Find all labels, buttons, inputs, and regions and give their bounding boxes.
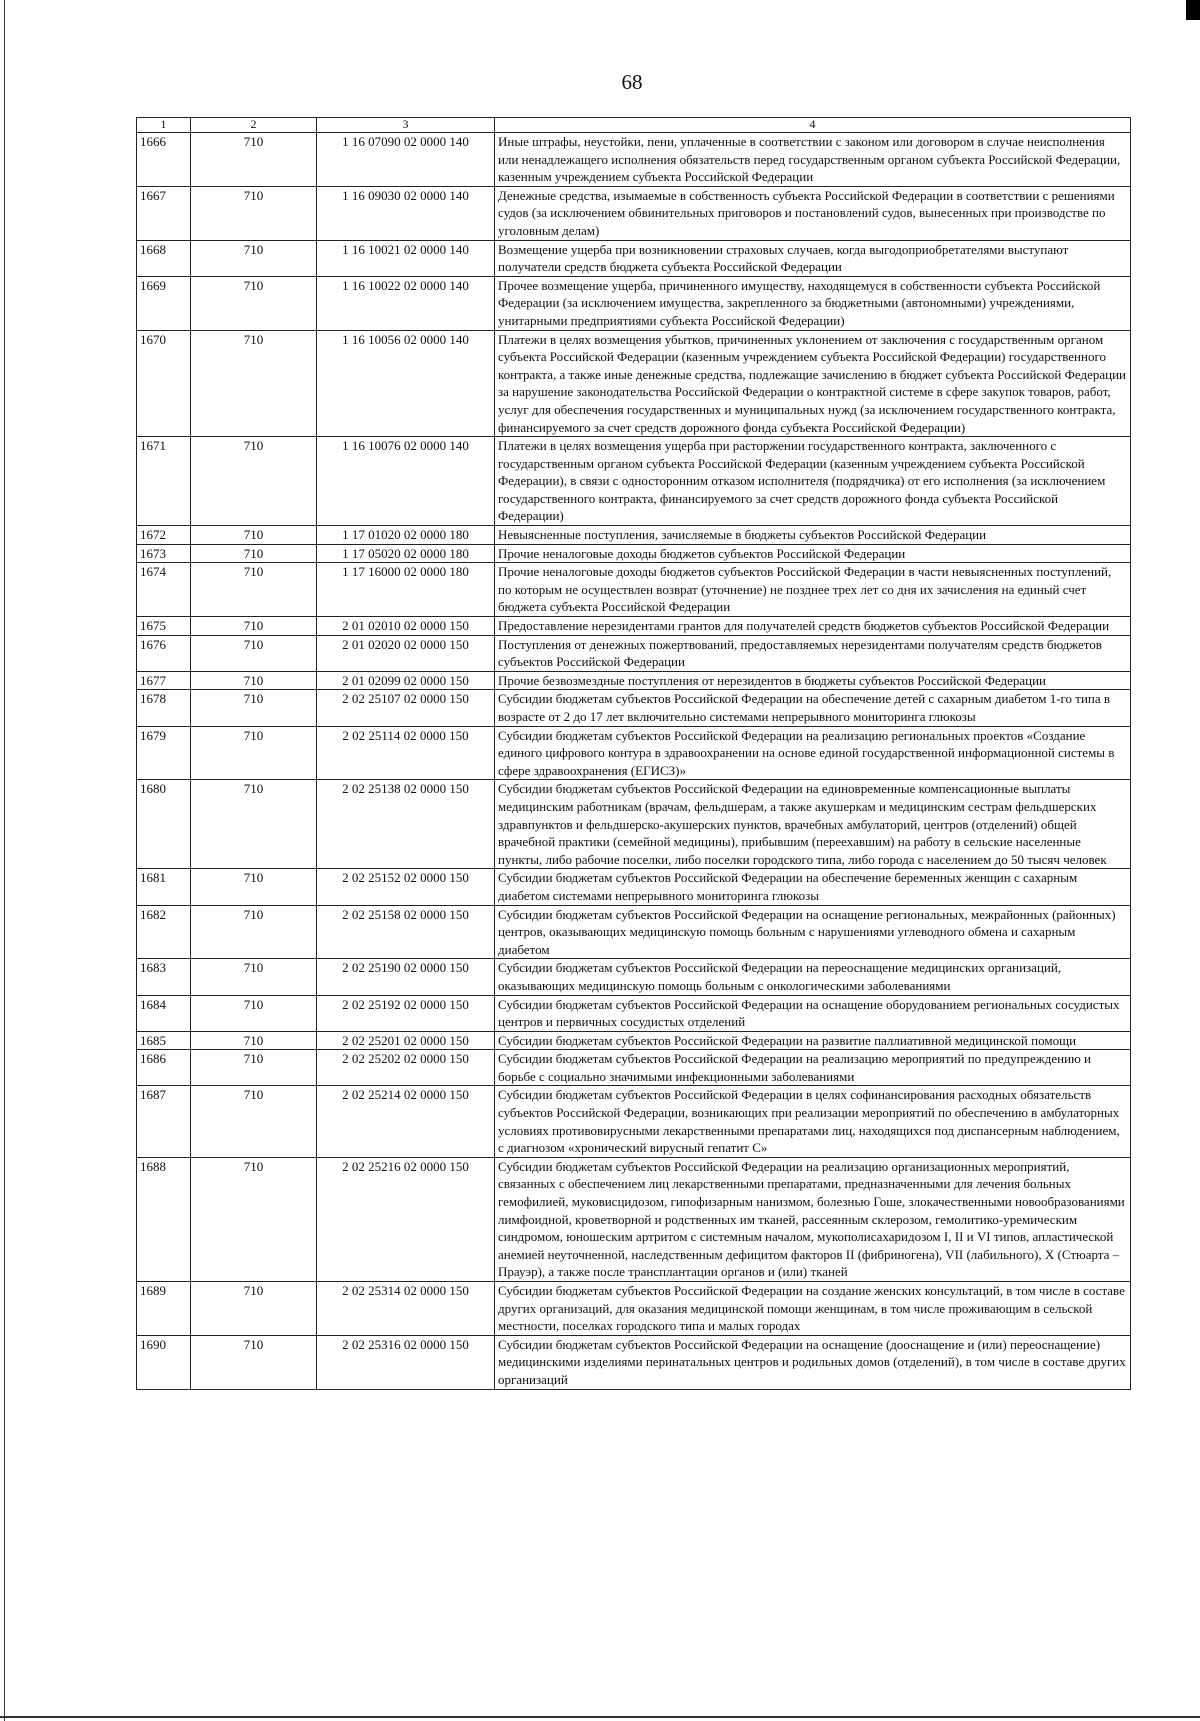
revenue-name: Субсидии бюджетам субъектов Российской Федерации на реализацию мероприятий по предупреждению и борьбе с социально значимыми инфекционными заболеваниями: [495, 1050, 1131, 1086]
admin-code: 710: [191, 780, 317, 869]
admin-code: 710: [191, 240, 317, 276]
table-row: [137, 869, 1131, 905]
budget-code: 1 16 10021 02 0000 140: [317, 240, 495, 276]
table-row: [137, 544, 1131, 563]
table-row: [137, 330, 1131, 437]
row-number: 1684: [137, 995, 191, 1031]
table-row: [137, 671, 1131, 690]
table-row: [137, 1050, 1131, 1086]
admin-code: 710: [191, 1050, 317, 1086]
table-row: [137, 617, 1131, 636]
revenue-name: Платежи в целях возмещения ущерба при расторжении государственного контракта, заключенного с государственным органом субъекта Российской Федерации (казенным учреждением субъекта Российской Федерации), в связи с односторонним отказом исполнителя (подрядчика) от его исполнения (за исключением государственного контракта, финансируемого за счет средств дорожного фонда субъекта Российской Федерации): [495, 437, 1131, 526]
admin-code: 710: [191, 1282, 317, 1336]
row-number: 1668: [137, 240, 191, 276]
revenue-name: Субсидии бюджетам субъектов Российской Федерации на обеспечение детей с сахарным диабетом 1-го типа в возрасте от 2 до 17 лет включительно системами непрерывного мониторинга глюкозы: [495, 690, 1131, 726]
row-number: 1690: [137, 1335, 191, 1389]
revenue-name: Субсидии бюджетам субъектов Российской Федерации на оснащение региональных, межрайонных (районных) центров, оказывающих медицинскую помощь больным с нарушениями углеводного обмена и сахарным диабетом: [495, 905, 1131, 959]
row-number: 1680: [137, 780, 191, 869]
table-row: [137, 780, 1131, 869]
admin-code: 710: [191, 671, 317, 690]
table-row: [137, 276, 1131, 330]
revenue-name: Платежи в целях возмещения убытков, причиненных уклонением от заключения с государственным органом субъекта Российской Федерации (казенным учреждением субъекта Российской Федерации) государственного контракта, а также иные денежные средства, подлежащие зачислению в бюджет субъекта Российской Федерации за нарушение законодательства Российской Федерации о контрактной системе в сфере закупок товаров, работ, услуг для обеспечения государственных и муниципальных нужд (за исключением государственного контракта, финансируемого за счет средств дорожного фонда субъекта Российской Федерации): [495, 330, 1131, 437]
table-row: [137, 186, 1131, 240]
table-row: [137, 690, 1131, 726]
table-row: [137, 240, 1131, 276]
revenue-name: Субсидии бюджетам субъектов Российской Федерации на обеспечение беременных женщин с сахарным диабетом системами непрерывного мониторинга глюкозы: [495, 869, 1131, 905]
budget-code: 2 01 02099 02 0000 150: [317, 671, 495, 690]
budget-code: 1 16 10056 02 0000 140: [317, 330, 495, 437]
budget-code: 1 16 07090 02 0000 140: [317, 133, 495, 187]
admin-code: 710: [191, 1157, 317, 1281]
row-number: 1669: [137, 276, 191, 330]
revenue-name: Денежные средства, изымаемые в собственность субъекта Российской Федерации в соответствии с решениями судов (за исключением обвинительных приговоров и постановлений судов, вынесенных при производстве по уголовным делам): [495, 186, 1131, 240]
revenue-name: Возмещение ущерба при возникновении страховых случаев, когда выгодоприобретателями выступают получатели средств бюджета субъекта Российской Федерации: [495, 240, 1131, 276]
admin-code: 710: [191, 544, 317, 563]
budget-code: 2 02 25216 02 0000 150: [317, 1157, 495, 1281]
budget-code: 2 02 25114 02 0000 150: [317, 726, 495, 780]
revenue-name: Иные штрафы, неустойки, пени, уплаченные в соответствии с законом или договором в случае неисполнения или ненадлежащего исполнения обязательств перед государственным органом субъекта Российской Федерации, казенным учреждением субъекта Российской Федерации: [495, 133, 1131, 187]
revenue-name: Предоставление нерезидентами грантов для получателей средств бюджетов субъектов Российской Федерации: [495, 617, 1131, 636]
table-row: [137, 726, 1131, 780]
column-header-4: 4: [495, 118, 1131, 133]
admin-code: 710: [191, 133, 317, 187]
table-row: [137, 995, 1131, 1031]
revenue-name: Субсидии бюджетам субъектов Российской Федерации на создание женских консультаций, в том числе в составе других организаций, для оказания медицинской помощи женщинам, в том числе проживающим в сельской местности, поселках городского типа и малых городах: [495, 1282, 1131, 1336]
table-row: [137, 635, 1131, 671]
admin-code: 710: [191, 995, 317, 1031]
row-number: 1679: [137, 726, 191, 780]
row-number: 1689: [137, 1282, 191, 1336]
budget-code: 2 01 02010 02 0000 150: [317, 617, 495, 636]
admin-code: 710: [191, 276, 317, 330]
scan-border-left: [4, 0, 5, 1721]
budget-code: 1 17 05020 02 0000 180: [317, 544, 495, 563]
admin-code: 710: [191, 1086, 317, 1157]
scan-border-bottom: [0, 1716, 1200, 1718]
revenue-name: Субсидии бюджетам субъектов Российской Федерации на переоснащение медицинских организаций, оказывающих медицинскую помощь больным с онкологическими заболеваниями: [495, 959, 1131, 995]
budget-code: 2 02 25152 02 0000 150: [317, 869, 495, 905]
revenue-name: Прочее возмещение ущерба, причиненного имуществу, находящемуся в собственности субъекта Российской Федерации (за исключением имущества, закрепленного за бюджетными (автономными) учреждениями, унитарными предприятиями субъекта Российской Федерации): [495, 276, 1131, 330]
admin-code: 710: [191, 1335, 317, 1389]
budget-code: 1 16 10022 02 0000 140: [317, 276, 495, 330]
page-number: 68: [621, 70, 643, 94]
row-number: 1676: [137, 635, 191, 671]
row-number: 1683: [137, 959, 191, 995]
admin-code: 710: [191, 1031, 317, 1050]
table-body: [137, 133, 1131, 1390]
revenue-name: Поступления от денежных пожертвований, предоставляемых нерезидентами получателям средств бюджетов субъектов Российской Федерации: [495, 635, 1131, 671]
row-number: 1671: [137, 437, 191, 526]
column-header-3: 3: [317, 118, 495, 133]
admin-code: 710: [191, 905, 317, 959]
revenue-name: Субсидии бюджетам субъектов Российской Федерации на развитие паллиативной медицинской помощи: [495, 1031, 1131, 1050]
row-number: 1674: [137, 563, 191, 617]
admin-code: 710: [191, 690, 317, 726]
budget-code: 1 17 01020 02 0000 180: [317, 526, 495, 545]
table-row: [137, 563, 1131, 617]
admin-code: 710: [191, 563, 317, 617]
budget-code: 2 02 25192 02 0000 150: [317, 995, 495, 1031]
table-row: [137, 1282, 1131, 1336]
table-row: [137, 1086, 1131, 1157]
table-row: [137, 1335, 1131, 1389]
column-header-1: 1: [137, 118, 191, 133]
row-number: 1672: [137, 526, 191, 545]
row-number: 1670: [137, 330, 191, 437]
row-number: 1673: [137, 544, 191, 563]
header-row: [137, 118, 1131, 133]
admin-code: 710: [191, 617, 317, 636]
admin-code: 710: [191, 959, 317, 995]
revenue-name: Субсидии бюджетам субъектов Российской Федерации на реализацию организационных мероприятий, связанных с обеспечением лиц лекарственными препаратами, предназначенными для лечения больных гемофилией, муковисцидозом, гипофизарным нанизмом, болезнью Гоше, злокачественными новообразованиями лимфоидной, кроветворной и родственных им тканей, рассеянным склерозом, гемолитико-уремическим синдромом, юношеским артритом с системным началом, мукополисахаридозом I, II и VI типов, апластической анемией неуточненной, наследственным дефицитом факторов II (фибриногена), VII (лабильного), X (Стюарта – Прауэр), а также после трансплантации органов и (или) тканей: [495, 1157, 1131, 1281]
budget-code: 2 02 25314 02 0000 150: [317, 1282, 495, 1336]
row-number: 1666: [137, 133, 191, 187]
table-row: [137, 526, 1131, 545]
budget-code: 2 02 25158 02 0000 150: [317, 905, 495, 959]
row-number: 1687: [137, 1086, 191, 1157]
row-number: 1685: [137, 1031, 191, 1050]
admin-code: 710: [191, 726, 317, 780]
revenue-name: Невыясненные поступления, зачисляемые в бюджеты субъектов Российской Федерации: [495, 526, 1131, 545]
admin-code: 710: [191, 635, 317, 671]
budget-code: 2 02 25316 02 0000 150: [317, 1335, 495, 1389]
table-row: [137, 437, 1131, 526]
revenue-name: Прочие неналоговые доходы бюджетов субъектов Российской Федерации в части невыясненных поступлений, по которым не осуществлен возврат (уточнение) не позднее трех лет со дня их зачисления на единый счет бюджета субъекта Российской Федерации: [495, 563, 1131, 617]
row-number: 1688: [137, 1157, 191, 1281]
revenue-name: Субсидии бюджетам субъектов Российской Федерации в целях софинансирования расходных обязательств субъектов Российской Федерации, возникающих при реализации мероприятий по обеспечению в амбулаторных условиях противовирусными лекарственными препаратами лиц, находящихся под диспансерным наблюдением, с диагнозом «хронический вирусный гепатит С»: [495, 1086, 1131, 1157]
column-header-2: 2: [191, 118, 317, 133]
revenue-name: Субсидии бюджетам субъектов Российской Федерации на оснащение оборудованием региональных сосудистых центров и первичных сосудистых отделений: [495, 995, 1131, 1031]
revenue-name: Субсидии бюджетам субъектов Российской Федерации на единовременные компенсационные выплаты медицинским работникам (врачам, фельдшерам, а также акушеркам и медицинским сестрам фельдшерских здравпунктов и фельдшерско-акушерских пунктов, врачебных амбулаторий, центров (отделений) общей врачебной практики (семейной медицины), прибывшим (переехавшим) на работу в сельские населенные пункты, либо рабочие поселки, либо поселки городского типа, либо города с населением до 50 тысяч человек: [495, 780, 1131, 869]
table-row: [137, 1157, 1131, 1281]
revenue-codes-table: [136, 117, 1131, 1390]
row-number: 1675: [137, 617, 191, 636]
table-row: [137, 133, 1131, 187]
row-number: 1667: [137, 186, 191, 240]
row-number: 1677: [137, 671, 191, 690]
revenue-name: Субсидии бюджетам субъектов Российской Федерации на реализацию региональных проектов «Создание единого цифрового контура в здравоохранении на основе единой государственной информационной системы в сфере здравоохранения (ЕГИСЗ)»: [495, 726, 1131, 780]
admin-code: 710: [191, 869, 317, 905]
row-number: 1678: [137, 690, 191, 726]
budget-code: 2 02 25107 02 0000 150: [317, 690, 495, 726]
table-row: [137, 1031, 1131, 1050]
budget-code: 1 16 09030 02 0000 140: [317, 186, 495, 240]
admin-code: 710: [191, 330, 317, 437]
row-number: 1682: [137, 905, 191, 959]
budget-code: 2 02 25201 02 0000 150: [317, 1031, 495, 1050]
admin-code: 710: [191, 186, 317, 240]
admin-code: 710: [191, 437, 317, 526]
revenue-name: Прочие безвозмездные поступления от нерезидентов в бюджеты субъектов Российской Федерации: [495, 671, 1131, 690]
row-number: 1686: [137, 1050, 191, 1086]
scan-corner-mark: [1186, 0, 1200, 20]
row-number: 1681: [137, 869, 191, 905]
admin-code: 710: [191, 526, 317, 545]
revenue-name: Прочие неналоговые доходы бюджетов субъектов Российской Федерации: [495, 544, 1131, 563]
budget-code: 2 02 25190 02 0000 150: [317, 959, 495, 995]
budget-code: 2 02 25138 02 0000 150: [317, 780, 495, 869]
budget-code: 2 02 25214 02 0000 150: [317, 1086, 495, 1157]
budget-code: 1 17 16000 02 0000 180: [317, 563, 495, 617]
budget-code: 1 16 10076 02 0000 140: [317, 437, 495, 526]
budget-code: 2 02 25202 02 0000 150: [317, 1050, 495, 1086]
table-row: [137, 959, 1131, 995]
budget-code: 2 01 02020 02 0000 150: [317, 635, 495, 671]
revenue-name: Субсидии бюджетам субъектов Российской Федерации на оснащение (дооснащение и (или) переоснащение) медицинскими изделиями перинатальных центров и родильных домов (отделений), в том числе в составе других организаций: [495, 1335, 1131, 1389]
table-row: [137, 905, 1131, 959]
